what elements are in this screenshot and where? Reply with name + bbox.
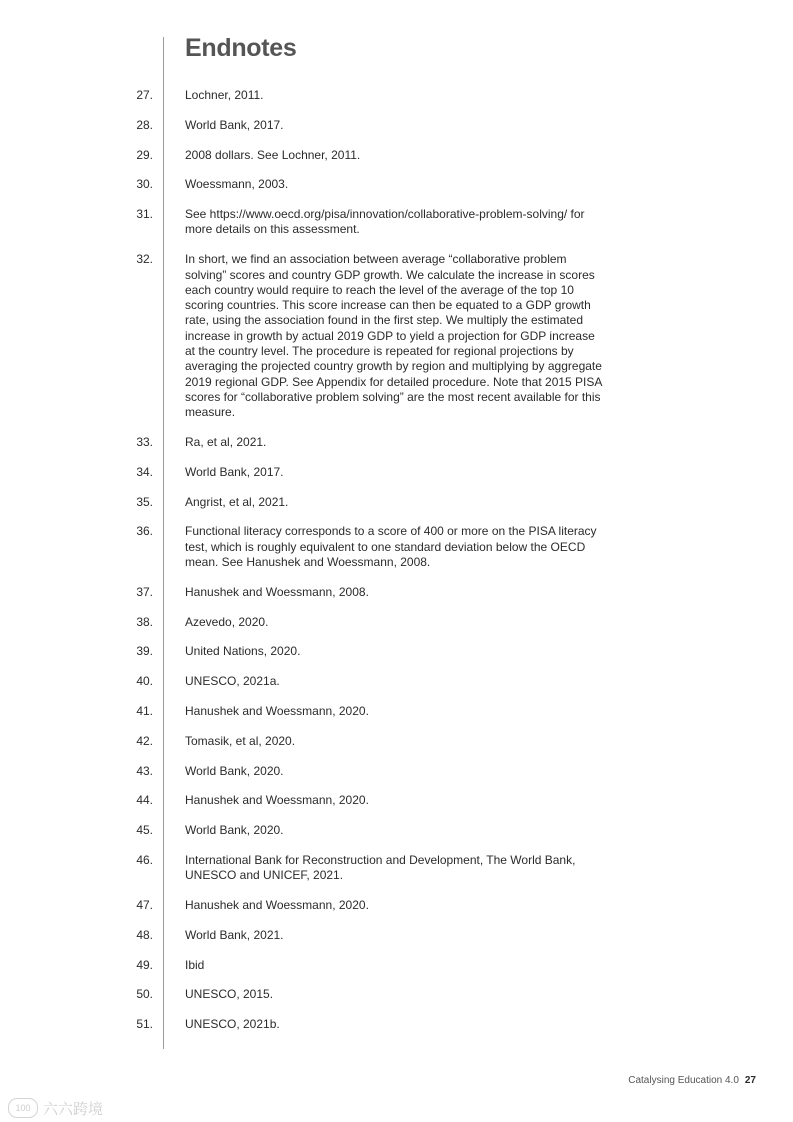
endnote-item	[0, 252, 793, 420]
endnote-item	[0, 928, 793, 943]
endnote-number: 46.	[136, 853, 153, 867]
endnote-number: 37.	[136, 584, 153, 599]
endnote-item	[0, 207, 793, 238]
endnote-text: UNESCO, 2021b.	[185, 1017, 280, 1032]
endnote-text: UNESCO, 2015.	[185, 987, 274, 1002]
endnote-item	[0, 465, 793, 480]
endnote-item	[0, 793, 793, 808]
endnote-text: See https://www.oecd.org/pisa/innovation/collaborative-problem-solving/ for more details on this assessment.	[185, 207, 585, 237]
endnote-item	[0, 585, 793, 600]
endnote-number: 28.	[136, 117, 153, 132]
endnote-text: Hanushek and Woessmann, 2020.	[185, 898, 369, 913]
endnote-number: 36.	[136, 524, 153, 539]
endnote-item	[0, 764, 793, 779]
endnote-item	[0, 148, 793, 163]
endnote-item	[0, 177, 793, 192]
endnote-item	[0, 118, 793, 133]
page-title: Endnotes	[185, 34, 297, 62]
endnote-number: 33.	[136, 435, 153, 450]
endnote-number: 45.	[136, 823, 153, 838]
endnote-text: Azevedo, 2020.	[185, 614, 269, 629]
endnote-text: Ibid	[185, 957, 205, 972]
watermark-logo-icon: 100	[8, 1098, 38, 1118]
endnote-text: World Bank, 2017.	[185, 464, 284, 479]
endnote-item	[0, 704, 793, 719]
endnote-item	[0, 853, 793, 884]
endnote-number: 49.	[136, 957, 153, 972]
footer-publication-title: Catalysing Education 4.0	[628, 1075, 739, 1086]
endnote-number: 30.	[136, 177, 153, 192]
endnote-text: Hanushek and Woessmann, 2020.	[185, 793, 369, 808]
page-number: 27	[744, 1075, 756, 1086]
endnote-item	[0, 987, 793, 1002]
endnote-number: 39.	[136, 644, 153, 659]
endnote-text: Angrist, et al, 2021.	[185, 494, 289, 509]
endnote-item	[0, 495, 793, 510]
endnote-text: International Bank for Reconstruction and Development, The World Bank, UNESCO and UNICEF, 2021.	[185, 853, 576, 883]
endnote-text: United Nations, 2020.	[185, 644, 301, 659]
endnote-text: World Bank, 2017.	[185, 117, 284, 132]
endnote-text: Hanushek and Woessmann, 2020.	[185, 704, 369, 719]
endnote-item	[0, 524, 793, 570]
endnote-number: 42.	[136, 733, 153, 748]
watermark-text: 六六跨境	[43, 1100, 104, 1118]
endnote-text: Functional literacy corresponds to a score of 400 or more on the PISA literacy test, which is roughly equivalent to one standard deviation below the OECD mean. See Hanushek and Woessmann, 2008.	[185, 524, 597, 570]
endnote-number: 29.	[136, 147, 153, 162]
endnote-number: 44.	[136, 793, 153, 808]
endnote-number: 43.	[136, 763, 153, 778]
endnote-text: 2008 dollars. See Lochner, 2011.	[185, 147, 361, 162]
endnote-number: 40.	[136, 674, 153, 689]
endnote-text: World Bank, 2020.	[185, 823, 284, 838]
endnotes-list	[0, 88, 793, 1047]
endnote-text: World Bank, 2021.	[185, 927, 284, 942]
endnote-item	[0, 958, 793, 973]
endnote-number: 31.	[136, 207, 153, 222]
endnote-item	[0, 734, 793, 749]
endnote-text: In short, we find an association between average “collaborative problem solving” scores and country GDP growth. We calculate the increase in scores each country would require to reach the level of the average of the top 10 scoring countries. This score increase can then be equated to a GDP growth rate, using the association found in the first step. We multiply the estimated increase in growth by actual 2019 GDP to yield a projection for GDP increase at the country level. The procedure is repeated for regional projections by averaging the projected country growth by region and multiplying by aggregate 2019 regional GDP. See Appendix for detailed procedure. Note that 2015 PISA scores for “collaborative problem solving” are the most recent available for this measure.	[185, 252, 602, 420]
endnote-number: 50.	[136, 987, 153, 1002]
endnote-number: 27.	[136, 88, 153, 102]
endnote-item	[0, 898, 793, 913]
endnote-number: 38.	[136, 614, 153, 629]
endnote-text: UNESCO, 2021a.	[185, 674, 280, 689]
endnote-text: Ra, et al, 2021.	[185, 435, 267, 450]
endnote-number: 35.	[136, 494, 153, 509]
endnote-number: 51.	[136, 1017, 153, 1032]
endnote-item	[0, 674, 793, 689]
watermark	[8, 1096, 103, 1120]
endnote-number: 41.	[136, 704, 153, 719]
page-footer	[628, 1075, 756, 1086]
endnote-item	[0, 644, 793, 659]
endnote-text: World Bank, 2020.	[185, 763, 284, 778]
endnote-item	[0, 615, 793, 630]
endnote-text: Tomasik, et al, 2020.	[185, 733, 296, 748]
endnote-text: Hanushek and Woessmann, 2008.	[185, 584, 369, 599]
endnote-number: 32.	[136, 252, 153, 267]
endnote-item	[0, 823, 793, 838]
endnote-item	[0, 435, 793, 450]
endnote-number: 34.	[136, 464, 153, 479]
endnote-item	[0, 88, 793, 103]
endnote-item	[0, 1017, 793, 1032]
endnote-text: Lochner, 2011.	[185, 88, 264, 102]
endnote-text: Woessmann, 2003.	[185, 177, 289, 192]
endnote-number: 47.	[136, 898, 153, 913]
endnote-number: 48.	[136, 927, 153, 942]
